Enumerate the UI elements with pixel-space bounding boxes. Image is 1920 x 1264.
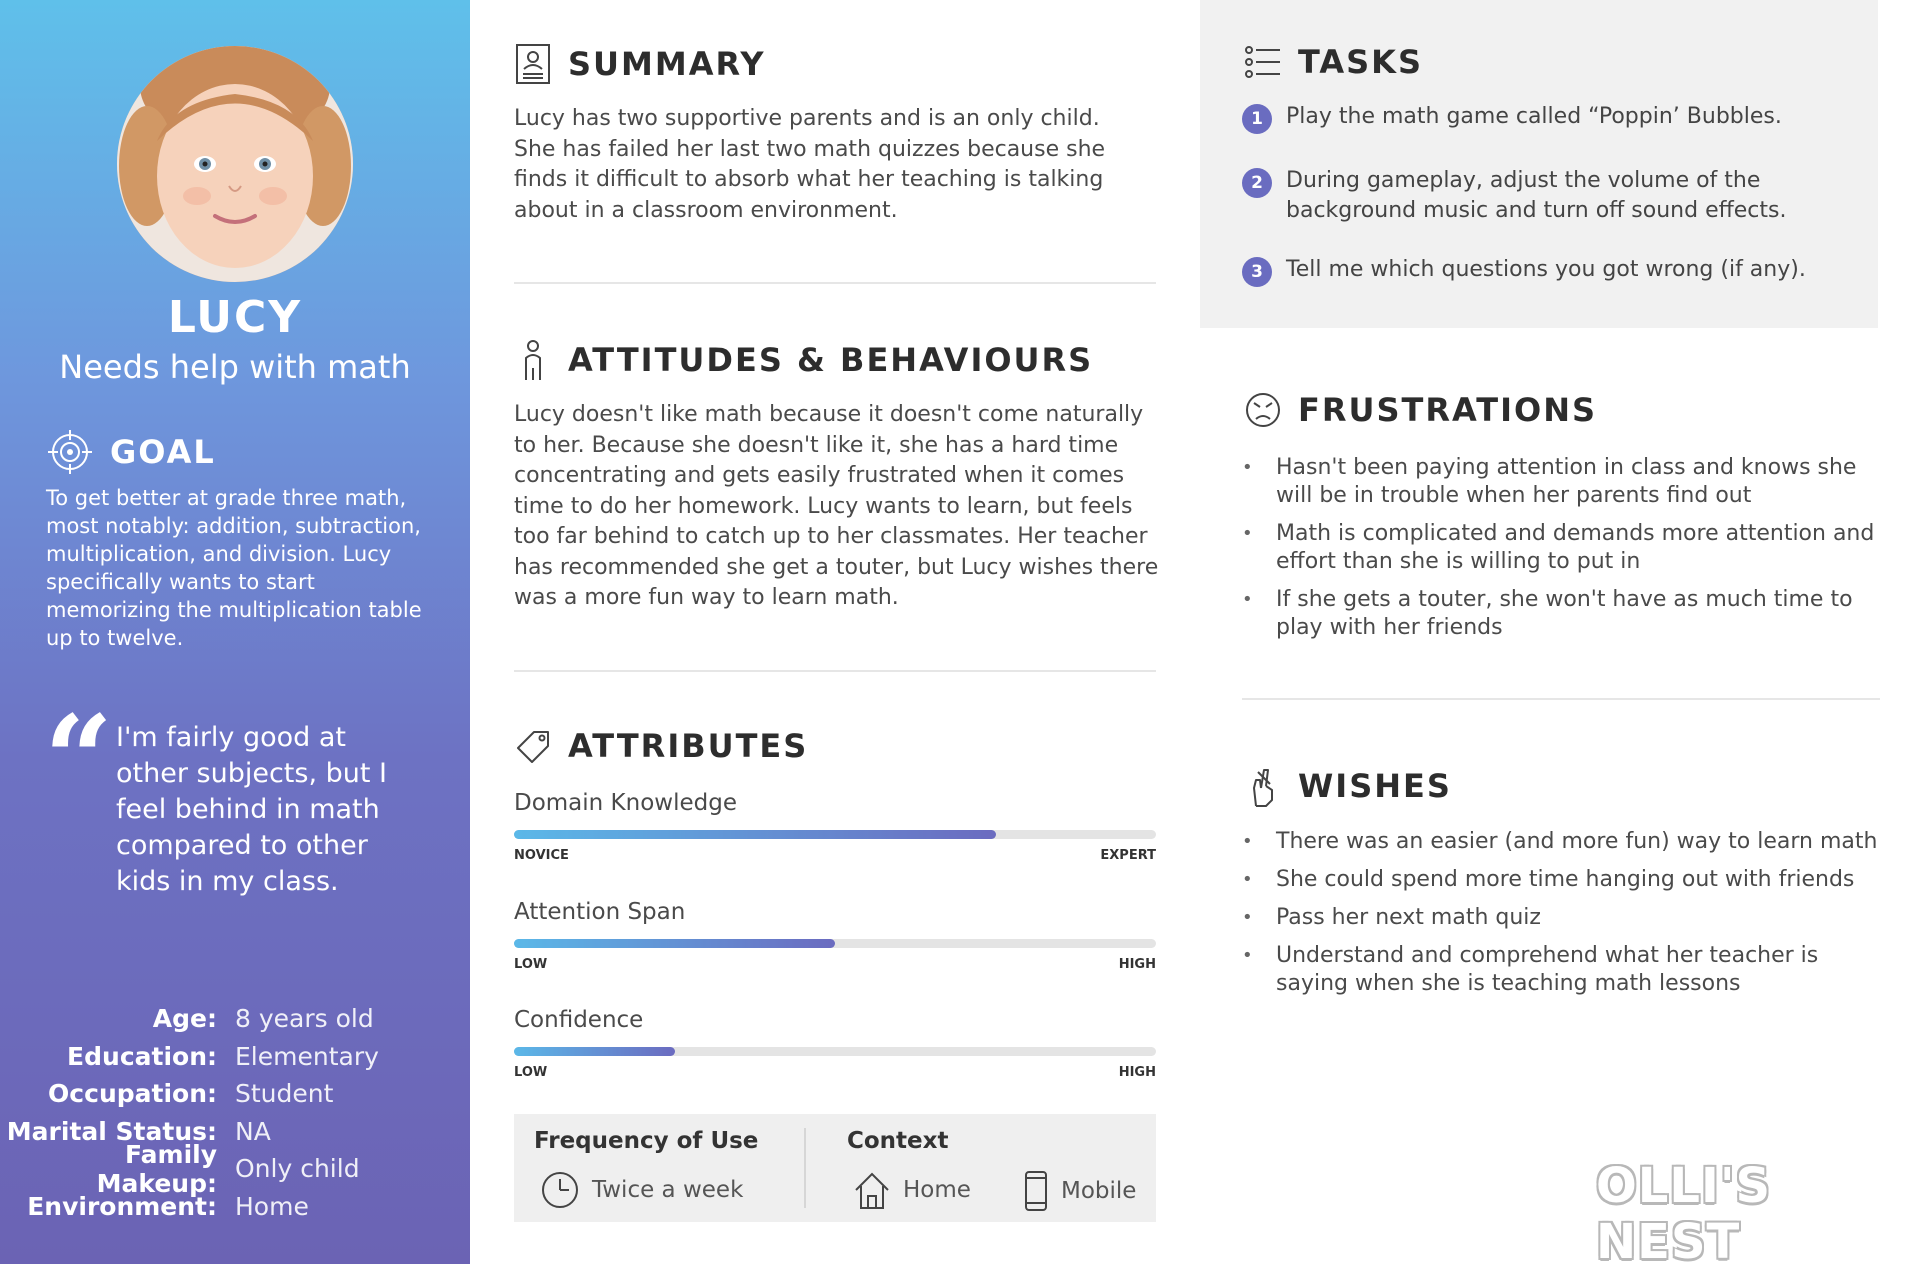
summary-title: SUMMARY <box>568 45 766 83</box>
fact-row-age <box>0 1000 470 1038</box>
usage-divider <box>804 1128 806 1208</box>
attribute-attention-span <box>514 899 1156 972</box>
attribute-scale <box>514 1065 1156 1080</box>
attribute-max-label: HIGH <box>1118 957 1156 972</box>
fact-label: Education: <box>67 1041 217 1071</box>
profile-document-icon <box>514 42 552 86</box>
task-number-badge: 2 <box>1242 168 1272 198</box>
fact-label: Marital Status: <box>6 1116 217 1146</box>
goal-header <box>46 428 216 476</box>
persona-name: LUCY <box>167 292 303 343</box>
persona-facts <box>0 1000 470 1225</box>
task-item <box>1242 166 1862 226</box>
attribute-min-label: LOW <box>514 1065 548 1080</box>
fact-row-education <box>0 1038 470 1076</box>
divider <box>514 282 1156 284</box>
context-mobile-label: Mobile <box>1061 1178 1137 1204</box>
fact-row-environment <box>0 1188 470 1226</box>
task-text: Play the math game called “Poppin’ Bubbles. <box>1286 104 1782 129</box>
summary-text: Lucy has two supportive parents and is an only child. She has failed her last two math quizzes because she finds it difficult to absorb what her teaching is talking about in a classroom environment. <box>514 106 1106 223</box>
crossed-fingers-icon <box>1244 764 1282 808</box>
target-icon <box>46 428 94 476</box>
attribute-confidence <box>514 1007 1156 1080</box>
attribute-label: Confidence <box>514 1007 644 1033</box>
tag-icon <box>514 724 552 768</box>
persona-quote: I'm fairly good at other subjects, but I feel behind in math compared to other kids in my class. <box>116 722 387 897</box>
persona-tagline: Needs help with math <box>59 348 411 386</box>
attitudes-header <box>514 338 1093 382</box>
fact-value: NA <box>235 1116 271 1146</box>
attribute-min-label: NOVICE <box>514 848 569 863</box>
attribute-domain-knowledge <box>514 790 1156 863</box>
fact-row-occupation <box>0 1075 470 1113</box>
fact-value: Home <box>235 1191 309 1221</box>
attribute-scale <box>514 957 1156 972</box>
tasks-header <box>1244 40 1423 84</box>
brand-logo: OLLI'S NEST <box>1596 1158 1772 1264</box>
fact-value: Only child <box>235 1154 360 1184</box>
clock-icon <box>540 1170 580 1210</box>
frequency-value: Twice a week <box>592 1177 744 1203</box>
wishes-list <box>1242 828 1882 1008</box>
attitudes-text: Lucy doesn't like math because it doesn't come naturally to her. Because she doesn't like it, she has a hard time concentrating and gets easily frustrated when it comes time to do her homework. Lucy wants to learn, but feels too far behind to catch up to her classmates. Her teacher has recommended she get a touter, but Lucy wishes there was a more fun way to learn math. <box>514 402 1159 610</box>
task-number-badge: 3 <box>1242 257 1272 287</box>
goal-title: GOAL <box>110 433 216 471</box>
attributes-title: ATTRIBUTES <box>568 727 809 765</box>
frustrations-title: FRUSTRATIONS <box>1298 391 1598 429</box>
fact-value: Elementary <box>235 1041 379 1071</box>
attribute-track <box>514 939 1156 948</box>
persona-photo <box>117 46 353 282</box>
attribute-fill <box>514 1047 675 1056</box>
list-item: • Math is complicated and demands more attention and effort than she is willing to put in <box>1242 520 1882 576</box>
list-item: • Pass her next math quiz <box>1242 904 1882 932</box>
attribute-fill <box>514 939 835 948</box>
frequency-title: Frequency of Use <box>534 1128 759 1154</box>
attribute-label: Attention Span <box>514 899 686 925</box>
goal-text: To get better at grade three math, most notably: addition, subtraction, multiplication, and division. Lucy specifically wants to start memorizing the multiplication table up to twelve. <box>46 486 422 650</box>
task-text: Tell me which questions you got wrong (if any). <box>1286 257 1806 282</box>
fact-label: Environment: <box>27 1191 217 1221</box>
task-item <box>1242 255 1862 287</box>
home-icon <box>853 1170 891 1210</box>
fact-label: Occupation: <box>48 1079 217 1109</box>
angry-face-icon <box>1244 388 1282 432</box>
divider <box>514 670 1156 672</box>
child-portrait-icon <box>117 46 353 282</box>
list-item: • There was an easier (and more fun) way to learn math <box>1242 828 1882 856</box>
task-item <box>1242 102 1862 134</box>
list-item: • If she gets a touter, she won't have as much time to play with her friends <box>1242 586 1882 642</box>
persona-sidebar <box>0 0 470 1264</box>
wishes-header <box>1244 764 1452 808</box>
frequency-of-use <box>534 1114 794 1222</box>
list-item: • Understand and comprehend what her teacher is saying when she is teaching math lessons <box>1242 942 1882 998</box>
context-mobile <box>1023 1170 1136 1212</box>
attribute-min-label: LOW <box>514 957 548 972</box>
list-icon <box>1244 40 1282 84</box>
list-item: • Hasn't been paying attention in class and knows she will be in trouble when her parents find out <box>1242 454 1882 510</box>
context-home-label: Home <box>903 1177 971 1203</box>
frustrations-header <box>1244 388 1597 432</box>
fact-row-family-makeup <box>0 1139 470 1198</box>
attributes-header <box>514 724 808 768</box>
fact-value: Student <box>235 1079 334 1109</box>
tasks-title: TASKS <box>1298 43 1423 81</box>
context-title: Context <box>847 1128 949 1154</box>
summary-header <box>514 42 766 86</box>
frustrations-list <box>1242 454 1882 652</box>
usage-box <box>514 1114 1156 1222</box>
attribute-track <box>514 1047 1156 1056</box>
context <box>847 1114 1147 1222</box>
person-icon <box>514 338 552 382</box>
task-text: During gameplay, adjust the volume of the background music and turn off sound effects. <box>1286 168 1787 223</box>
attribute-scale <box>514 848 1156 863</box>
task-number-badge: 1 <box>1242 104 1272 134</box>
divider <box>1242 698 1880 700</box>
attribute-max-label: EXPERT <box>1100 848 1156 863</box>
context-home <box>853 1170 971 1210</box>
fact-value: 8 years old <box>235 1004 374 1034</box>
frequency-item <box>540 1170 743 1210</box>
attribute-track <box>514 830 1156 839</box>
attribute-label: Domain Knowledge <box>514 790 737 816</box>
attitudes-title: ATTITUDES & BEHAVIOURS <box>568 341 1094 379</box>
attribute-max-label: HIGH <box>1118 1065 1156 1080</box>
quote-mark-icon: “ <box>44 689 114 830</box>
wishes-title: WISHES <box>1298 767 1452 805</box>
fact-label: Family Makeup: <box>96 1139 217 1198</box>
attribute-fill <box>514 830 996 839</box>
list-item: • She could spend more time hanging out with friends <box>1242 866 1882 894</box>
mobile-phone-icon <box>1023 1170 1049 1212</box>
fact-label: Age: <box>152 1004 217 1034</box>
